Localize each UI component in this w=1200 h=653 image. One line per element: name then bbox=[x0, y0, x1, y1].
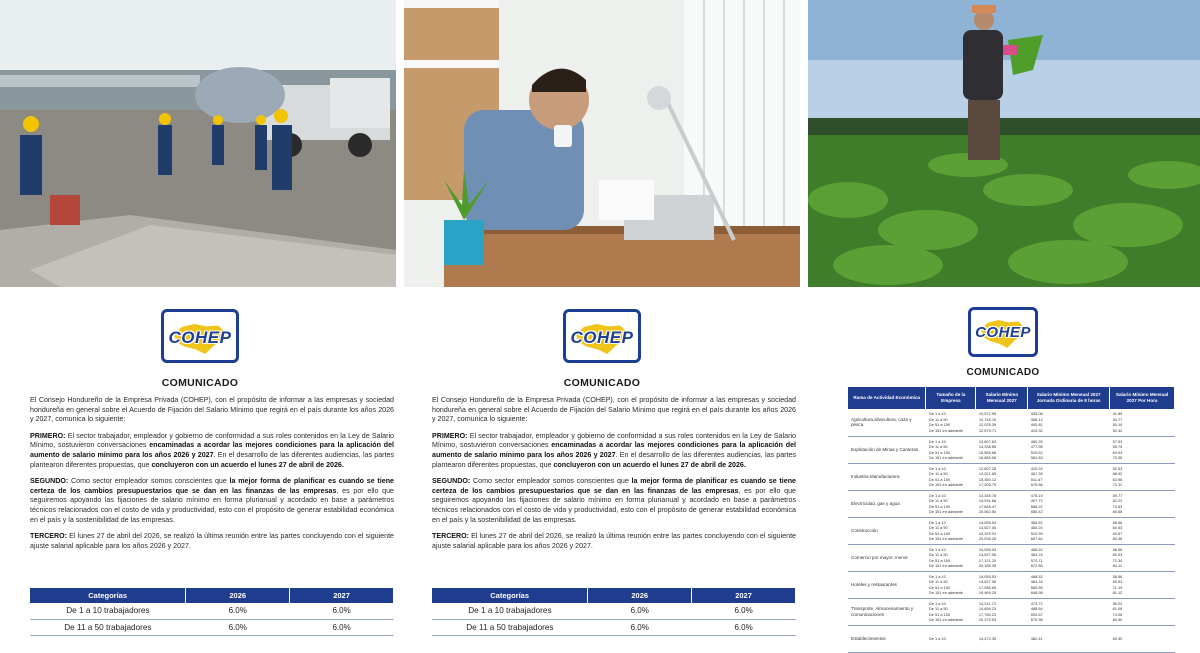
cohep-logo bbox=[563, 309, 641, 363]
sector-cell: Establecimientos bbox=[848, 625, 926, 652]
hourly-wage-cell: 60.30 bbox=[1110, 625, 1175, 652]
photo-row bbox=[0, 0, 1200, 287]
table-header: Tamaño de la Empresa bbox=[926, 387, 976, 409]
hourly-wage-cell: 59.77 62.22 73.53 85.68 bbox=[1110, 490, 1175, 517]
sector-cell: Agricultura,silvicultura, caza y pesca bbox=[848, 409, 926, 436]
sector-cell: Industria Manufacturera bbox=[848, 463, 926, 490]
table-row: De 11 a 50 trabajadores 6.0% 6.0% bbox=[30, 619, 394, 635]
table-row bbox=[848, 436, 1175, 463]
sector-cell: Transporte, Almacenamiento y comunicaciones bbox=[848, 598, 926, 625]
monthly-wage-cell: 14,055.53 14,527.06 15,329.91 20,035.25 bbox=[976, 517, 1028, 544]
company-size-cell: De 1 a 10 De 11 a 50 De 51 a 150 De 151 en adelante bbox=[926, 463, 976, 490]
office-man-coffee-photo bbox=[404, 0, 800, 287]
salary-increase-table bbox=[30, 588, 394, 636]
sector-cell: Explotación de Minas y Canteras bbox=[848, 436, 926, 463]
company-size-cell: De 1 a 10 bbox=[926, 625, 976, 652]
daily-wage-cell: 482.41 bbox=[1028, 625, 1110, 652]
company-size-cell: De 1 a 10 De 11 a 50 De 51 a 150 De 151 en adelante bbox=[926, 598, 976, 625]
table-header: 2026 bbox=[588, 588, 692, 603]
daily-wage-cell: 468.52 484.24 570.71 672.85 bbox=[1028, 544, 1110, 571]
table-row bbox=[848, 625, 1175, 652]
table-row: De 11 a 50 trabajadores 6.0% 6.0% bbox=[432, 619, 796, 635]
page-title: COMUNICADO bbox=[563, 377, 641, 389]
cohep-logo bbox=[161, 309, 239, 363]
farmer-field-photo bbox=[808, 0, 1200, 287]
salary-increase-table bbox=[432, 588, 796, 636]
company-size-cell: De 1 a 10 De 11 a 50 De 51 a 150 De 151 en adelante bbox=[926, 544, 976, 571]
monthly-wage-cell: 12,607.28 14,021.65 15,350.12 17,305.75 bbox=[976, 463, 1028, 490]
daily-wage-cell: 478.19 497.72 588.22 685.42 bbox=[1028, 490, 1110, 517]
company-size-cell: De 1 a 10 De 11 a 50 De 51 a 150 De 151 en adelante bbox=[926, 517, 976, 544]
segundo-paragraph: SEGUNDO: Como sector empleador somos conscientes que la mejor forma de planificar es cuando se tiene certeza de los cambios presupuestarios que se dan en las finanzas de las empresas, es por ello que seguiremos apoyando las fijaciones de salario mínimo en forma plurianual y acordado en base a parámetros técnicos relacionados con el costo de vida y productividad, esto con el propósito de generar estabilidad económica en el país y la sostenibilidad de las empresas. bbox=[30, 477, 394, 524]
daily-wage-cell: 468.52 484.24 510.99 667.84 bbox=[1028, 517, 1110, 544]
table-row bbox=[848, 463, 1175, 490]
communique-page-2 bbox=[402, 295, 802, 630]
table-header: 2027 bbox=[692, 588, 796, 603]
monthly-wage-cell: 10,972.99 10,745.10 12,025.39 12,579.71 bbox=[976, 409, 1028, 436]
communique-body bbox=[432, 396, 796, 558]
table-header: Categorías bbox=[30, 588, 186, 603]
hourly-wage-cell: 57.53 59.75 64.94 70.35 bbox=[1110, 436, 1175, 463]
daily-wage-cell: 460.25 477.96 519.52 562.83 bbox=[1028, 436, 1110, 463]
hourly-wage-cell: 59.22 61.08 74.08 84.50 bbox=[1110, 598, 1175, 625]
company-size-cell: De 1 a 10 De 11 a 50 De 51 a 150 De 151 en adelante bbox=[926, 571, 976, 598]
table-header: Salario Mínimo Mensual 2027 bbox=[976, 387, 1028, 409]
primero-paragraph: PRIMERO: El sector trabajador, empleador y gobierno de conformidad a sus roles contenidos en la Ley de Salario Mínimo, sostuvieron conversaciones encaminadas a acordar las mejores condiciones para la aplicación del aumento de salario mínimo para los años 2026 y 2027. En el desarrollo de las diferentes audiencias, las partes plantearon diferentes propuestas, que concluyeron con un acuerdo el lunes 27 de abril de 2026. bbox=[30, 431, 394, 469]
minimum-wage-table bbox=[848, 387, 1175, 653]
page-title: COMUNICADO bbox=[966, 367, 1040, 378]
company-size-cell: De 1 a 10 De 11 a 50 De 51 a 150 De 151 en adelante bbox=[926, 490, 976, 517]
hourly-wage-cell: 41.89 44.77 50.10 52.42 bbox=[1110, 409, 1175, 436]
monthly-wage-cell: 14,345.78 14,931.68 17,646.47 20,562.50 bbox=[976, 490, 1028, 517]
daily-wage-cell: 468.52 484.24 569.55 648.98 bbox=[1028, 571, 1110, 598]
monthly-wage-cell: 13,807.63 14,338.85 15,585.66 16,885.06 bbox=[976, 436, 1028, 463]
table-row bbox=[848, 598, 1175, 625]
salary-table-page bbox=[806, 295, 1200, 641]
table-row bbox=[848, 544, 1175, 571]
table-header: Rama de Actividad Económica bbox=[848, 387, 926, 409]
daily-wage-cell: 420.24 467.39 511.67 576.86 bbox=[1028, 463, 1110, 490]
hourly-wage-cell: 52.53 58.42 63.96 72.11 bbox=[1110, 463, 1175, 490]
table-row: De 1 a 10 trabajadores 6.0% 6.0% bbox=[432, 603, 796, 619]
table-row bbox=[848, 571, 1175, 598]
table-row bbox=[848, 517, 1175, 544]
monthly-wage-cell: 14,055.53 14,527.06 17,121.20 20,185.35 bbox=[976, 544, 1028, 571]
table-header: Salario Mínimo Mensual 2027 Por Hora bbox=[1110, 387, 1175, 409]
monthly-wage-cell: 14,211.73 14,659.23 17,780.23 20,279.53 bbox=[976, 598, 1028, 625]
daily-wage-cell: 473.72 488.64 592.67 675.98 bbox=[1028, 598, 1110, 625]
communique-page-1 bbox=[0, 295, 400, 630]
hourly-wage-cell: 58.56 60.53 63.87 83.48 bbox=[1110, 517, 1175, 544]
monthly-wage-cell: 14,472.35 bbox=[976, 625, 1028, 652]
table-row bbox=[848, 490, 1175, 517]
logo-text: COHEP bbox=[168, 328, 232, 347]
table-row: De 1 a 10 trabajadores 6.0% 6.0% bbox=[30, 603, 394, 619]
daily-wage-cell: 335.08 358.12 400.81 419.32 bbox=[1028, 409, 1110, 436]
segundo-paragraph: SEGUNDO: Como sector empleador somos conscientes que la mejor forma de planificar es cuando se tiene certeza de los cambios presupuestarios que se dan en las finanzas de las empresas, es por ello que seguiremos apoyando las fijaciones de salario mínimo en forma plurianual y acordado en base a parámetros técnicos relacionados con el costo de vida y productividad, esto con el propósito de generar estabilidad económica en el país y la sostenibilidad de las empresas. bbox=[432, 477, 796, 524]
primero-paragraph: PRIMERO: El sector trabajador, empleador y gobierno de conformidad a sus roles contenidos en la Ley de Salario Mínimo, sostuvieron conversaciones encaminadas a acordar las mejores condiciones para la aplicación del aumento de salario mínimo para los años 2026 y 2027. En el desarrollo de las diferentes audiencias, las partes plantearon diferentes propuestas, que concluyeron con un acuerdo el lunes 27 de abril de 2026. bbox=[432, 431, 796, 469]
company-size-cell: De 1 a 10 De 11 a 50 De 51 a 150 De 151 en adelante bbox=[926, 409, 976, 436]
cohep-logo bbox=[968, 307, 1038, 357]
table-header: Salario Mínimo Mensual 2027 Jornada Ordinaria de 8 horas bbox=[1028, 387, 1110, 409]
sector-cell: Hoteles y restaurantes bbox=[848, 571, 926, 598]
sector-cell: Construcción bbox=[848, 517, 926, 544]
communique-body bbox=[30, 396, 394, 558]
sector-cell: Comercio por mayor, menor bbox=[848, 544, 926, 571]
table-header: 2027 bbox=[290, 588, 394, 603]
intro-paragraph: El Consejo Hondureño de la Empresa Privada (COHEP), con el propósito de informar a las empresas y sociedad hondureña en general sobre el Acuerdo de Fijación del Salario Mínimo que regirá en el país durante los años 2026 y 2027, comunica lo siguiente: bbox=[432, 396, 796, 424]
intro-paragraph: El Consejo Hondureño de la Empresa Privada (COHEP), con el propósito de informar a las empresas y sociedad hondureña en general sobre el Acuerdo de Fijación del Salario Mínimo que regirá en el país durante los años 2026 y 2027, comunica lo siguiente: bbox=[30, 396, 394, 424]
company-size-cell: De 1 a 10 De 11 a 50 De 51 a 150 De 151 en adelante bbox=[926, 436, 976, 463]
hourly-wage-cell: 58.56 60.53 71.19 81.12 bbox=[1110, 571, 1175, 598]
page-title: COMUNICADO bbox=[161, 377, 239, 389]
tercero-paragraph: TERCERO: El lunes 27 de abril del 2026, se realizó la última reunión entre las partes concluyendo con el siguiente ajuste salarial aplicable para los años 2026 y 2027. bbox=[30, 532, 394, 550]
table-header: Categorías bbox=[432, 588, 588, 603]
logo-text: COHEP bbox=[570, 328, 634, 347]
tercero-paragraph: TERCERO: El lunes 27 de abril del 2026, se realizó la última reunión entre las partes concluyendo con el siguiente ajuste salarial aplicable para los años 2026 y 2027. bbox=[432, 532, 796, 550]
table-header: 2026 bbox=[186, 588, 290, 603]
table-row bbox=[848, 409, 1175, 436]
construction-workers-photo bbox=[0, 0, 396, 287]
sector-cell: Electricidad, gas y agua bbox=[848, 490, 926, 517]
logo-text: COHEP bbox=[975, 324, 1031, 341]
wage-rows bbox=[848, 409, 1175, 652]
monthly-wage-cell: 14,055.53 14,527.06 17,086.65 19,469.29 bbox=[976, 571, 1028, 598]
hourly-wage-cell: 58.56 60.53 71.34 84.11 bbox=[1110, 544, 1175, 571]
